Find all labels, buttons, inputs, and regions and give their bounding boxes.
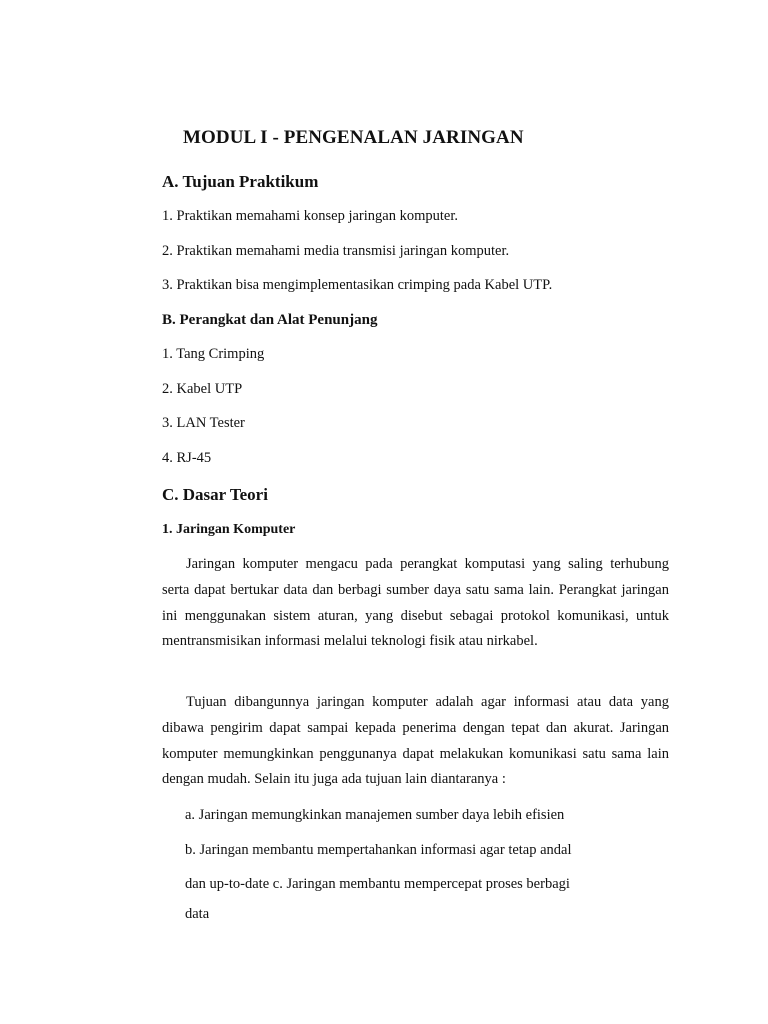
- section-a-heading: A. Tujuan Praktikum: [162, 172, 319, 191]
- list-item: 1. Tang Crimping: [162, 346, 265, 362]
- list-item: 4. RJ-45: [162, 450, 212, 466]
- module-title: MODUL I - PENGENALAN JARINGAN: [183, 127, 524, 148]
- section-c-heading: C. Dasar Teori: [162, 485, 268, 504]
- list-item: 3. Praktikan bisa mengimplementasikan crimping pada Kabel UTP.: [162, 277, 553, 293]
- list-item: 2. Praktikan memahami media transmisi jaringan komputer.: [162, 243, 510, 259]
- list-item: data: [185, 906, 210, 922]
- list-item: a. Jaringan memungkinkan manajemen sumber daya lebih efisien: [185, 807, 565, 823]
- subsection-heading: 1. Jaringan Komputer: [162, 522, 296, 537]
- list-item: 2. Kabel UTP: [162, 381, 243, 397]
- list-item: dan up-to-date c. Jaringan membantu mempercepat proses berbagi: [185, 876, 570, 892]
- list-item: b. Jaringan membantu mempertahankan informasi agar tetap andal: [185, 842, 572, 858]
- paragraph-1: Jaringan komputer mengacu pada perangkat komputasi yang saling terhubung serta dapat bertukar data dan berbagi sumber daya satu sama lain. Perangkat jaringan ini menggunakan sistem aturan, yang disebut sebagai protokol komunikasi, untuk mentransmisikan informasi melalui teknologi fisik atau nirkabel.: [162, 556, 669, 650]
- paragraph-2: Tujuan dibangunnya jaringan komputer adalah agar informasi atau data yang dibawa pengirim dapat sampai kepada penerima dengan tepat dan akurat. Jaringan komputer memungkinkan penggunanya dapat melakukan komunikasi satu sama lain dengan mudah. Selain itu juga ada tujuan lain diantaranya :: [162, 694, 669, 788]
- list-item: 3. LAN Tester: [162, 415, 245, 431]
- section-b-heading: B. Perangkat dan Alat Penunjang: [162, 312, 378, 328]
- list-item: 1. Praktikan memahami konsep jaringan komputer.: [162, 208, 458, 224]
